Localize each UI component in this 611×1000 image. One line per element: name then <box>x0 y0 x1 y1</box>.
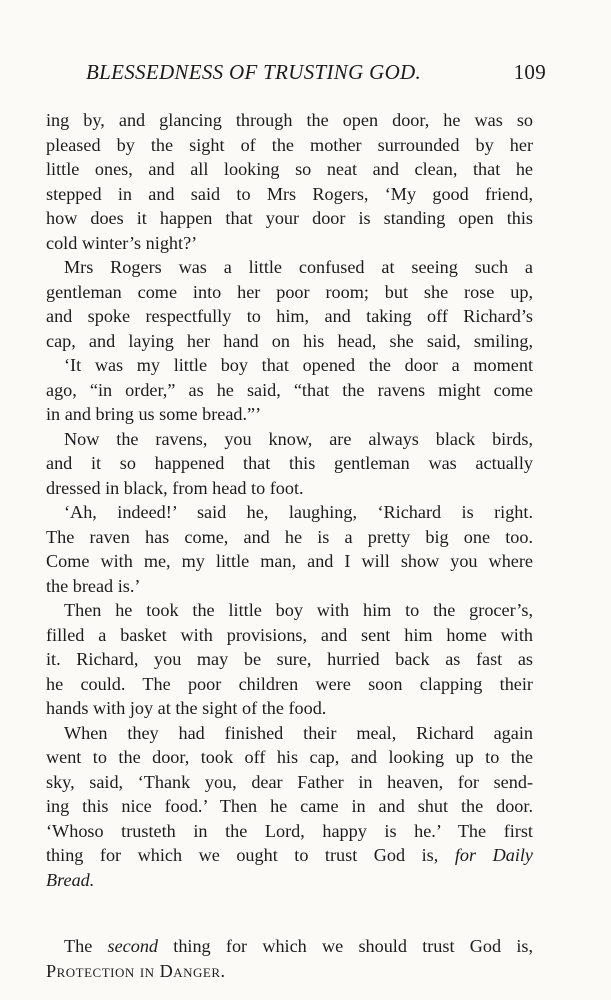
text-line: it. Richard, you may be sure, hurried back as fast as <box>46 649 533 669</box>
page-header <box>86 60 546 85</box>
text-line: he could. The poor children were soon clapping their <box>46 673 533 694</box>
text-line: filled a basket with provisions, and sent him home with <box>46 624 533 645</box>
text-line: Then he took the little boy with him to the grocer’s, <box>64 600 533 620</box>
text-line: cold winter’s night?’ <box>46 232 198 253</box>
text-line: ‘Whoso trusteth in the Lord, happy is he.’ The first <box>46 820 533 841</box>
text-line: stepped in and said to Mrs Rogers, ‘My good friend, <box>46 183 533 204</box>
italic-phrase: Bread. <box>46 869 95 890</box>
text-line: Come with me, my little man, and I will show you where <box>46 551 533 571</box>
italic-word: second <box>107 936 159 956</box>
running-title: BLESSEDNESS OF TRUSTING GOD. <box>86 60 422 84</box>
text-line: hands with joy at the sight of the food. <box>46 698 327 718</box>
closing-line <box>46 934 533 959</box>
text-line: and it so happened that this gentleman was actually <box>46 453 533 473</box>
text-line: gentleman come into her poor room; but she rose up, <box>46 281 533 302</box>
text-line-daily-bread <box>46 843 533 868</box>
page-number: 109 <box>513 60 546 84</box>
body-text <box>46 108 533 983</box>
text-line: dressed in black, from head to foot. <box>46 477 304 498</box>
text-fragment: thing for which we ought to trust God is, <box>46 845 439 865</box>
text-line: in and bring us some bread.”’ <box>46 404 262 424</box>
text-line: sky, said, ‘Thank you, dear Father in heaven, for send- <box>46 771 533 792</box>
text-line: When they had finished their meal, Richard again <box>64 722 533 743</box>
text-line: went to the door, took off his cap, and looking up to the <box>46 747 533 767</box>
text-line: how does it happen that your door is standing open this <box>46 208 533 228</box>
text-line <box>46 868 533 893</box>
text-line: ‘It was my little boy that opened the door a moment <box>64 355 533 375</box>
text-line: and spoke respectfully to him, and taking off Richard’s <box>46 306 533 326</box>
text-line: little ones, and all looking so neat and clean, that he <box>46 159 533 179</box>
italic-phrase: for Daily <box>454 845 533 865</box>
closing-heading: Protection in Danger. <box>46 960 226 981</box>
text-fragment: thing for which we should trust God is, <box>173 936 533 956</box>
text-line: the bread is.’ <box>46 575 141 596</box>
paragraph-gap <box>46 892 533 934</box>
text-line: ing by, and glancing through the open door, he was so <box>46 110 533 130</box>
text-line: ing this nice food.’ Then he came in and shut the door. <box>46 796 533 816</box>
text-line: pleased by the sight of the mother surrounded by her <box>46 134 533 155</box>
text-line: Mrs Rogers was a little confused at seeing such a <box>64 257 533 277</box>
text-line: Now the ravens, you know, are always black birds, <box>64 428 533 449</box>
text-line: cap, and laying her hand on his head, she said, smiling, <box>46 330 533 351</box>
text-fragment: The <box>64 936 93 956</box>
text-line: ‘Ah, indeed!’ said he, laughing, ‘Richard is right. <box>64 502 533 522</box>
text-line: The raven has come, and he is a pretty big one too. <box>46 526 533 547</box>
text-line: ago, “in order,” as he said, “that the ravens might come <box>46 379 533 400</box>
